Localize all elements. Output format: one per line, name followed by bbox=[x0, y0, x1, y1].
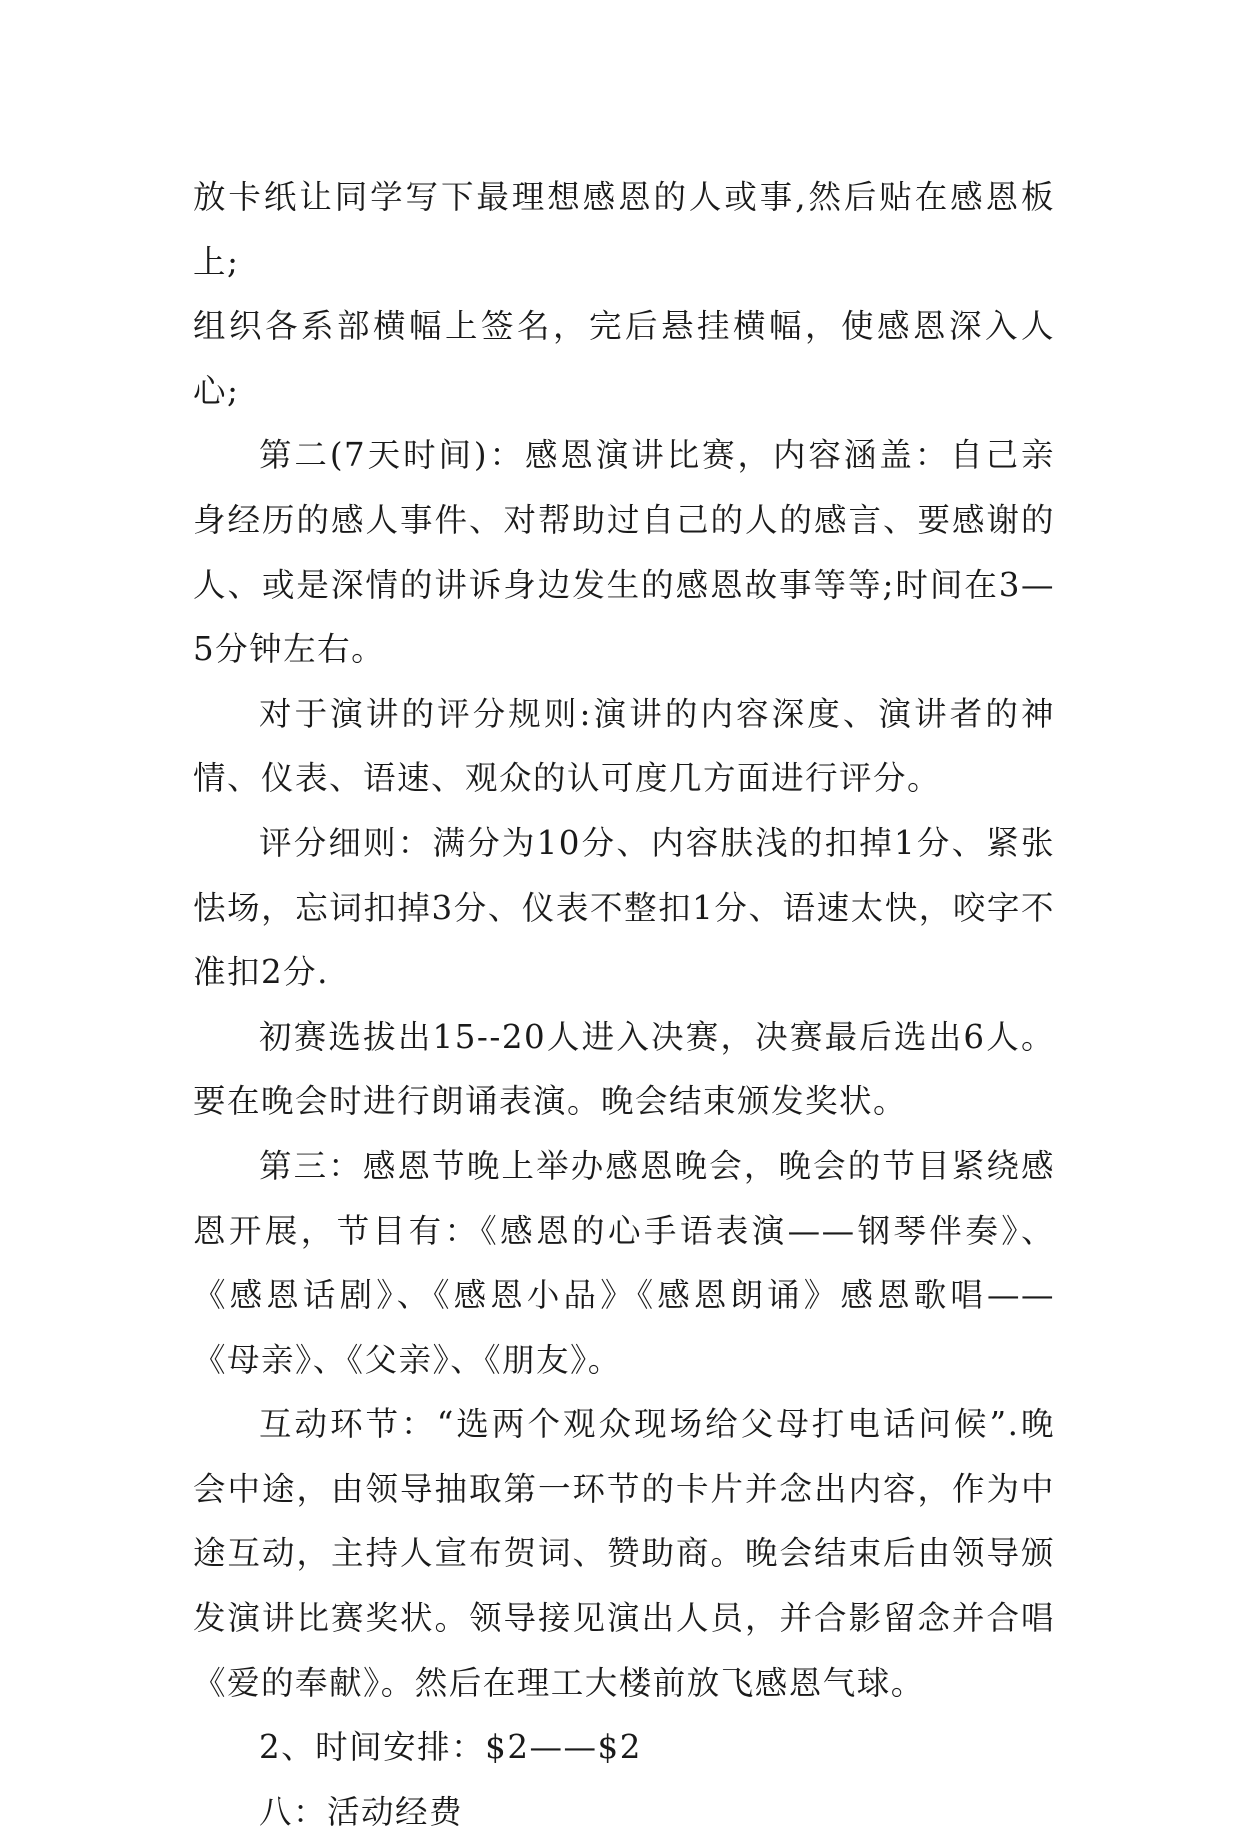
paragraph-schedule: 2、时间安排：$2——$2 bbox=[259, 1728, 642, 1767]
paragraph-evening-gala: 第三：感恩节晚上举办感恩晚会，晚会的节目紧绕感恩开展，节目有：《感恩的心手语表演——钢琴伴奏》、《感恩话剧》、《感恩小品》《感恩朗诵》感恩歌唱——《母亲》、《父亲》、《朋友》。 bbox=[193, 1146, 1055, 1379]
paragraph-banner-signing: 组织各系部横幅上签名，完后悬挂横幅，使感恩深入人心; bbox=[193, 307, 1055, 410]
paragraph-interactive-segment: 互动环节：“选两个观众现场给父母打电话问候”.晚会中途，由领导抽取第一环节的卡片并念出内容，作为中途互动，主持人宣布贺词、赞助商。晚会结束后由领导颁发演讲比赛奖状。领导接见演出人员，并合影留念并合唱《爱的奉献》。然后在理工大楼前放飞感恩气球。 bbox=[193, 1405, 1055, 1702]
paragraph-scoring-rules: 对于演讲的评分规则:演讲的内容深度、演讲者的神情、仪表、语速、观众的认可度几方面进行评分。 bbox=[193, 694, 1055, 798]
paragraph-preliminary-round: 初赛选拔出15--20人进入决赛，决赛最后选出6人。要在晚会时进行朗诵表演。晚会结束颁发奖状。 bbox=[193, 1017, 1055, 1121]
document-body bbox=[193, 165, 1055, 1844]
paragraph-card-activity: 放卡纸让同学写下最理想感恩的人或事,然后贴在感恩板上; bbox=[193, 178, 1055, 281]
section-heading-budget: 八：活动经费 bbox=[259, 1792, 464, 1831]
paragraph-speech-contest: 第二(7天时间)：感恩演讲比赛，内容涵盖：自己亲身经历的感人事件、对帮助过自己的人的感言、要感谢的人、或是深情的讲诉身边发生的感恩故事等等;时间在3—5分钟左右。 bbox=[193, 436, 1055, 669]
paragraph-scoring-details: 评分细则：满分为10分、内容肤浅的扣掉1分、紧张怯场，忘词扣掉3分、仪表不整扣1分、语速太快，咬字不准扣2分. bbox=[193, 823, 1055, 992]
